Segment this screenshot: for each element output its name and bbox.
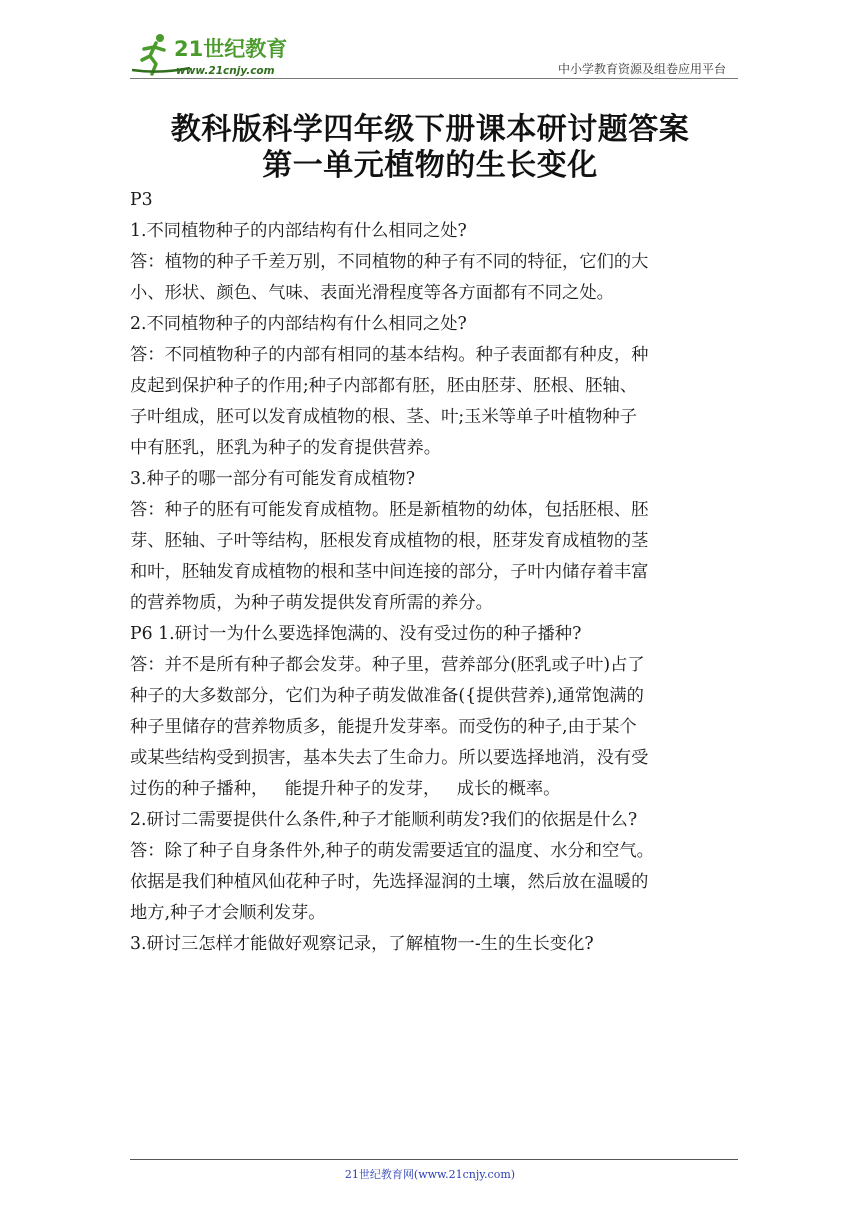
- answer-p6-2-line: 依据是我们种植风仙花种子时，先选择湿润的土壤，然后放在温暖的: [130, 872, 649, 892]
- answer-2-line: 答：不同植物种子的内部有相同的基本结构。种子表面都有种皮，种: [130, 345, 649, 365]
- answer-1-line: 答：植物的种子千差万别，不同植物的种子有不同的特征，它们的大: [130, 252, 649, 272]
- answer-p6-2-line: 答：除了种子自身条件外,种子的萌发需要适宜的温度、水分和空气。: [130, 841, 654, 861]
- question-p6-3: 3.研讨三怎样才能做好观察记录，了解植物一-生的生长变化?: [130, 934, 594, 954]
- answer-3-line: 和叶，胚轴发育成植物的根和茎中间连接的部分，子叶内储存着丰富: [130, 562, 649, 582]
- question-3: 3.种子的哪一部分有可能发育成植物?: [130, 469, 415, 489]
- answer-2-line: 子叶组成，胚可以发育成植物的根、茎、叶;玉米等单子叶植物种子: [130, 407, 637, 427]
- question-2: 2.不同植物种子的内部结构有什么相同之处?: [130, 314, 467, 334]
- document-body: [130, 185, 730, 960]
- document-subtitle: 第一单元植物的生长变化: [262, 148, 598, 183]
- answer-p6-1-line: 过伤的种子播种， 能提升种子的发芽， 成长的概率。: [130, 779, 561, 799]
- page-header: [130, 22, 738, 80]
- answer-p6-2-line: 地方,种子才会顺利发芽。: [130, 903, 326, 923]
- question-p6-1: P6 1.研讨一为什么要选择饱满的、没有受过伤的种子播种?: [130, 624, 582, 644]
- question-1: 1.不同植物种子的内部结构有什么相同之处?: [130, 221, 467, 241]
- page-ref-p3: P3: [130, 190, 153, 210]
- platform-label: 中小学教育资源及组卷应用平台: [557, 62, 726, 76]
- answer-2-line: 皮起到保护种子的作用;种子内部都有胚，胚由胚芽、胚根、胚轴、: [130, 376, 637, 396]
- answer-p6-1-line: 种子里储存的营养物质多，能提升发芽率。而受伤的种子,由于某个: [130, 717, 637, 737]
- logo: [130, 30, 300, 78]
- logo-text: 21世纪教育: [174, 37, 288, 61]
- footer-text: 21世纪教育网(www.21cnjy.com): [344, 1168, 516, 1181]
- answer-p6-1-line: 答：并不是所有种子都会发芽。种子里，营养部分(胚乳或子叶)占了: [130, 655, 645, 675]
- answer-p6-1-line: 种子的大多数部分，它们为种子萌发做准备({提供营养),通常饱满的: [130, 686, 644, 706]
- logo-url: www.21cnjy.com: [176, 65, 275, 77]
- answer-3-line: 芽、胚轴、子叶等结构，胚根发育成植物的根，胚芽发育成植物的茎: [130, 531, 649, 551]
- document-title: 教科版科学四年级下册课本研讨题答案: [170, 112, 690, 147]
- footer-divider: [130, 1159, 738, 1160]
- answer-2-line: 中有胚乳，胚乳为种子的发育提供营养。: [130, 438, 442, 458]
- answer-p6-1-line: 或某些结构受到损害，基本失去了生命力。所以要选择地消，没有受: [130, 748, 649, 768]
- question-p6-2: 2.研讨二需要提供什么条件,种子才能顺利萌发?我们的依据是什么?: [130, 810, 638, 830]
- answer-3-line: 答：种子的胚有可能发育成植物。胚是新植物的幼体，包括胚根、胚: [130, 500, 649, 520]
- answer-1-line: 小、形状、颜色、气味、表面光滑程度等各方面都有不同之处。: [130, 283, 614, 303]
- header-divider: [130, 78, 738, 79]
- answer-3-line: 的营养物质，为种子萌发提供发育所需的养分。: [130, 593, 493, 613]
